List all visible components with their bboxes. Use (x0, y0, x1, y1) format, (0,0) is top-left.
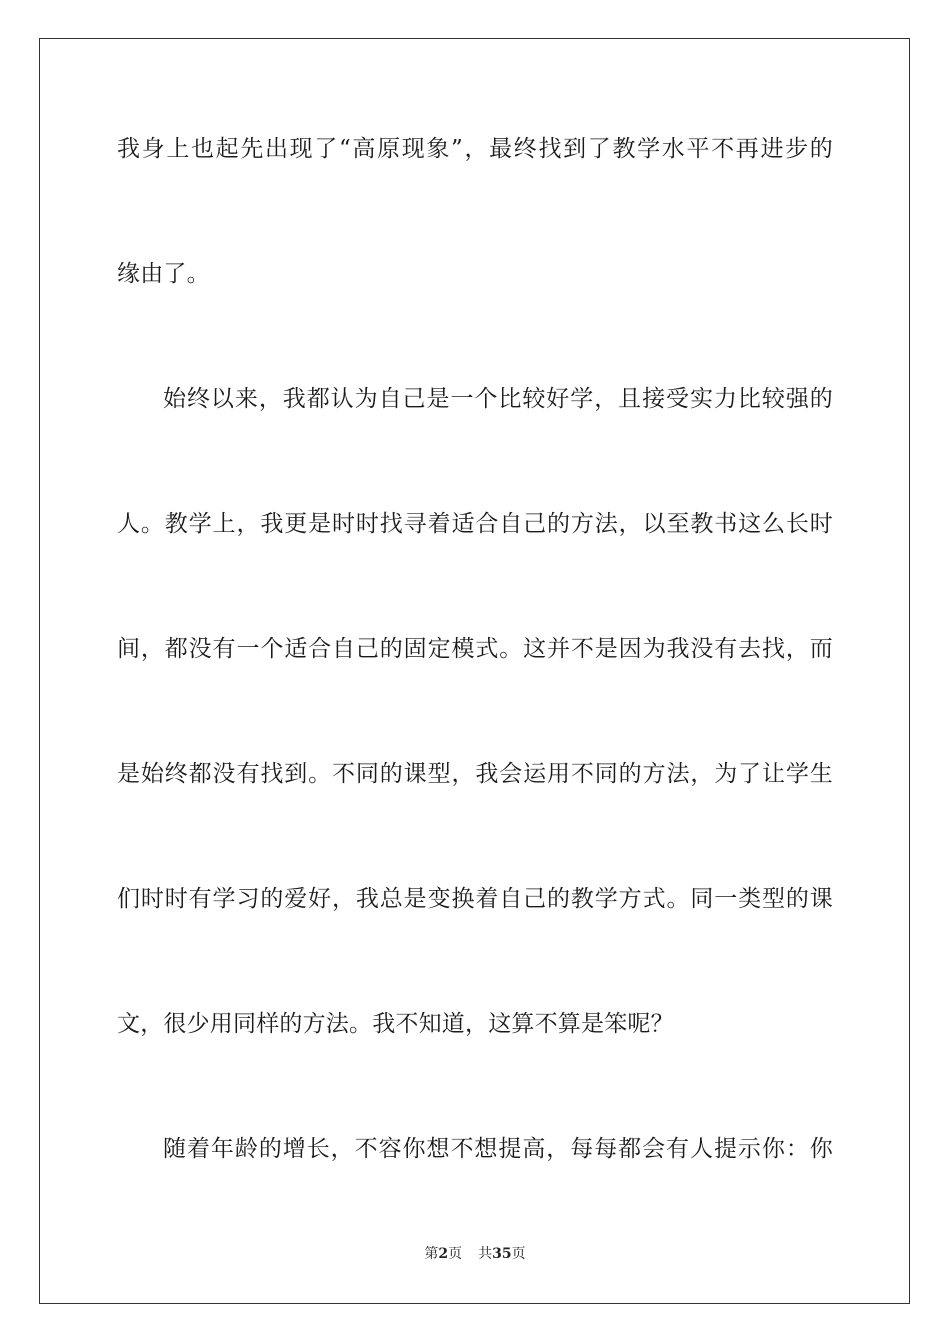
body-text-line: 我身上也起先出现了“高原现象”，最终找到了教学水平不再进步的 (117, 136, 833, 162)
body-text-line: 文，很少用同样的方法。我不知道，这算不算是笨呢？ (117, 1011, 674, 1037)
total-unit: 页 (511, 1246, 526, 1262)
paragraph-first-line: 随着年龄的增长，不容你想不想提高，每每都会有人提示你：你 (163, 1136, 833, 1162)
page-prefix: 第 (424, 1246, 439, 1262)
body-text-line: 人。教学上，我更是时时找寻着适合自己的方法，以至教书这么长时 (117, 511, 833, 537)
page-number: 2 (438, 1246, 449, 1262)
paragraph-first-line: 始终以来，我都认为自己是一个比较好学，且接受实力比较强的 (163, 386, 833, 412)
body-text-line: 是始终都没有找到。不同的课型，我会运用不同的方法，为了让学生 (117, 761, 833, 787)
body-text-line: 间，都没有一个适合自己的固定模式。这并不是因为我没有去找，而 (117, 636, 833, 662)
page-border (39, 38, 910, 1304)
page-footer (0, 1245, 950, 1263)
total-pages: 35 (492, 1246, 512, 1262)
body-text-line: 们时时有学习的爱好，我总是变换着自己的教学方式。同一类型的课 (117, 886, 833, 912)
body-text-line: 缘由了。 (117, 261, 210, 287)
page-unit: 页 (448, 1246, 463, 1262)
total-prefix: 共 (478, 1246, 493, 1262)
